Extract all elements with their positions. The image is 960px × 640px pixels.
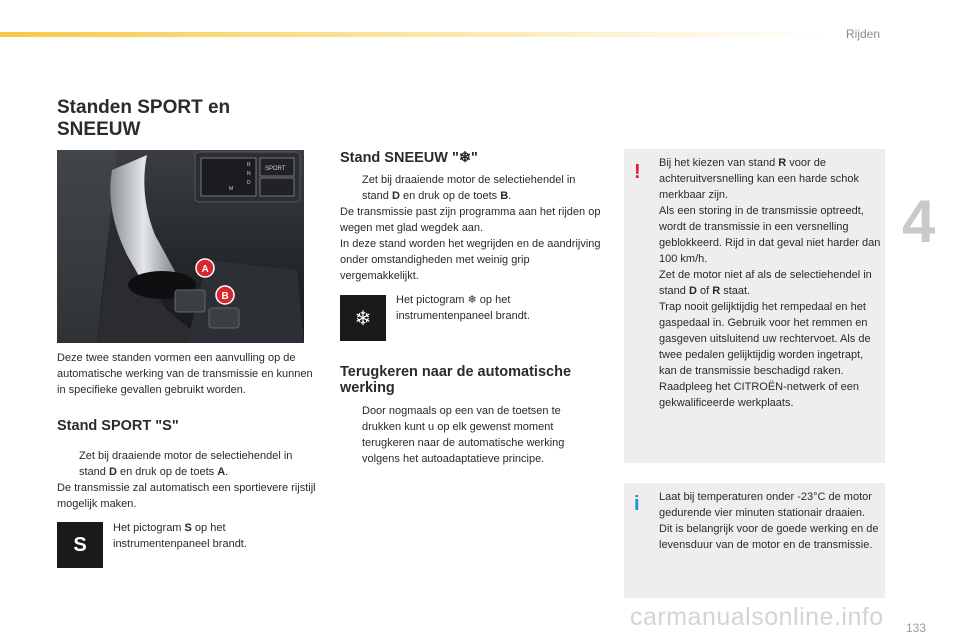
sneeuw-bullet — [340, 172, 602, 204]
snowflake-pictogram-icon: ❄ — [340, 295, 386, 341]
sport-pictogram-icon: S — [57, 522, 103, 568]
info-paragraph: Laat bij temperaturen onder -23°C de motor gedurende vier minuten stationair draaien. Dit is belangrijk voor de goede werking en de levensduur van de motor en de transmissie. — [659, 491, 879, 551]
photo-gear-d: D — [247, 180, 251, 186]
sneeuw-heading: Stand SNEEUW "❄" — [340, 150, 478, 166]
intro-text: Deze twee standen vormen een aanvulling op de automatische werking van de transmissie en kunnen in specifieke gevallen gebruikt worden. — [57, 352, 313, 396]
return-bullet — [340, 403, 602, 467]
sport-bullet-text: Zet bij draaiende motor de selectiehendel in stand D en druk op de toets A. — [79, 450, 293, 478]
sport-heading: Stand SPORT "S" — [57, 418, 179, 434]
sneeuw-pictogram-text: Het pictogram ❄ op het instrumentenpaneel brandt. — [396, 294, 530, 322]
info-icon: i — [634, 493, 640, 515]
photo-gear-m: M — [229, 186, 234, 192]
warning-p2: Als een storing in de transmissie optreedt, wordt de transmissie in een versnelling geblokkeerd. Rijd in dat geval niet harder dan 100 km/h. — [659, 205, 881, 265]
bullet-icon — [340, 403, 362, 467]
chapter-number: 4 — [902, 188, 936, 255]
page-title-line1: Standen SPORT en — [57, 97, 231, 118]
warning-p5: Raadpleeg het CITROËN-netwerk of een gekwalificeerde werkplaats. — [659, 381, 859, 409]
warning-text — [659, 155, 881, 411]
bullet-icon — [57, 448, 79, 480]
section-title: Rijden — [846, 27, 881, 41]
sport-pictogram-text: Het pictogram S op het instrumentenpaneel brandt. — [113, 522, 247, 550]
warning-p1: Bij het kiezen van stand R voor de achteruitversnelling kan een harde schok merkbaar zijn. — [659, 157, 859, 201]
return-bullet-text: Door nogmaals op een van de toetsen te drukken kunt u op elk gewenst moment terugkeren naar de automatische werking volgens het autoadaptatieve principe. — [362, 405, 565, 465]
sport-description: De transmissie zal automatisch een sportievere rijstijl mogelijk maken. — [57, 482, 316, 510]
bullet-icon — [340, 172, 362, 204]
photo-gear-r: R — [247, 162, 251, 168]
page-number: 133 — [906, 621, 927, 635]
photo-gear-n: N — [247, 171, 251, 177]
warning-p3: Zet de motor niet af als de selectiehendel in stand D of R staat. — [659, 269, 872, 297]
watermark: carmanualsonline.info — [630, 603, 884, 631]
page-title — [57, 97, 307, 141]
sport-bullet — [57, 448, 319, 480]
info-box — [624, 483, 885, 598]
warning-icon: ! — [634, 161, 641, 183]
warning-box — [624, 149, 885, 463]
photo-sport-label: SPORT — [265, 166, 286, 172]
sport-section — [57, 448, 319, 512]
callout-b-label: B — [221, 291, 229, 302]
gear-selector-photo — [57, 150, 304, 343]
gear-selector-illustration — [57, 150, 304, 343]
warning-p4: Trap nooit gelijktijdig het rempedaal en het gaspedaal in. Gebruik voor het remmen en gasgeven uitsluitend uw rechtervoet. Als de twee pedalen gelijktijdig worden ingetrapt, kan de transmissie beschadigd raken. — [659, 301, 871, 377]
callout-a-label: A — [201, 264, 209, 275]
header-accent-bar — [0, 32, 830, 37]
sneeuw-section — [340, 172, 602, 284]
return-heading: Terugkeren naar de automatische werking — [340, 364, 572, 396]
sneeuw-bullet-text: Zet bij draaiende motor de selectiehendel in stand D en druk op de toets B. — [362, 174, 576, 202]
sneeuw-description-2: In deze stand worden het wegrijden en de aandrijving onder omstandigheden met weinig grip vergemakkelijkt. — [340, 238, 601, 282]
info-text — [659, 489, 881, 553]
sneeuw-description-1: De transmissie past zijn programma aan het rijden op wegen met glad wegdek aan. — [340, 206, 601, 234]
page-title-line2: SNEEUW — [57, 119, 141, 140]
return-section — [340, 403, 602, 467]
